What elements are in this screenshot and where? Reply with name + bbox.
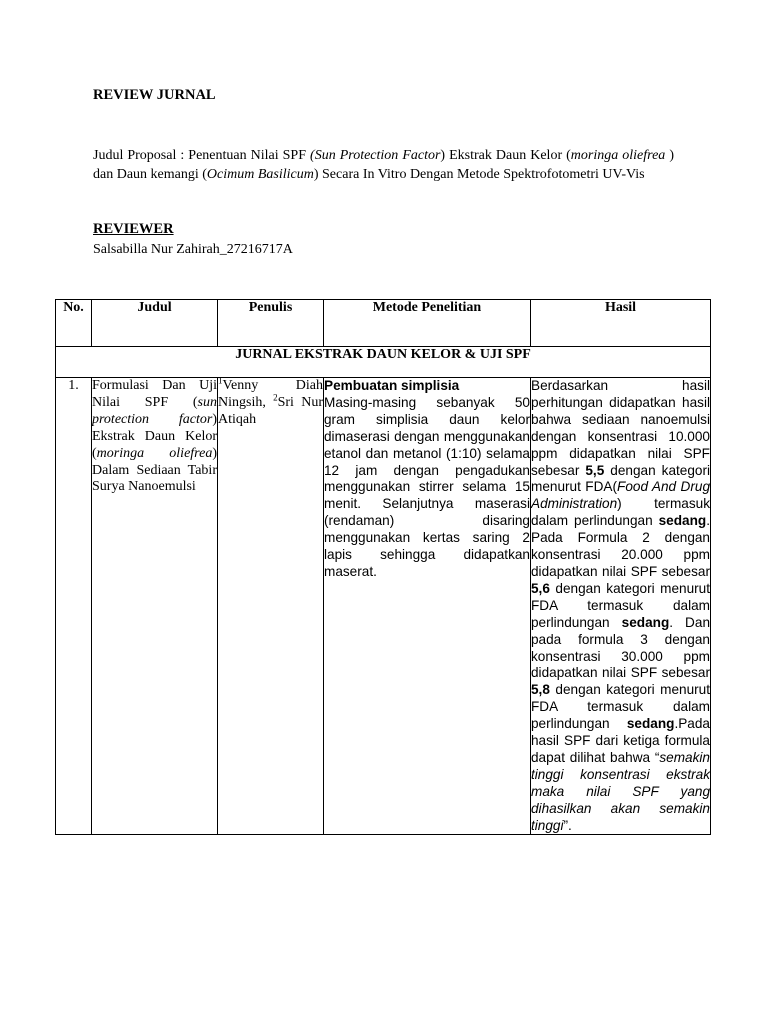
table-row [56, 378, 711, 835]
hasil-text-9: ”. [563, 817, 572, 833]
proposal-part-3: ) dan Daun kemangi ( [93, 148, 674, 182]
header-judul: Judul [92, 300, 218, 347]
hasil-text-7: dengan kategori menurut FDA termasuk dalam perlindungan [531, 682, 710, 732]
proposal-title [93, 146, 674, 184]
judul-italic-1: sun protection factor [92, 394, 217, 427]
author-2: Sri Nur Atiqah [218, 394, 323, 427]
header-metode: Metode Penelitian [324, 300, 531, 347]
hasil-text-1: Berdasarkan hasil perhitungan didapatkan hasil bahwa sediaan nanoemulsi dengan konsentrasi 10.000 ppm didapatkan nilai SPF sebesar [531, 378, 710, 478]
hasil-category-3: sedang [626, 716, 675, 732]
hasil-spf-3: 5,8 [531, 682, 550, 698]
hasil-text-8: .Pada hasil SPF dari ketiga formula dapat dilihat bahwa “ [531, 716, 710, 765]
judul-text-2: ) Ekstrak Daun Kelor ( [92, 411, 217, 461]
hasil-text-4: . Pada Formula 2 dengan konsentrasi 20.000 ppm didapatkan nilai SPF sebesar [531, 513, 710, 579]
hasil-italic-fda: Food And Drug Administration [531, 479, 711, 512]
judul-text-3: ) Dalam Sediaan Tabir Surya Nanoemulsi [92, 445, 217, 495]
header-no: No. [56, 300, 92, 347]
row-number: 1. [56, 378, 92, 835]
row-judul [92, 378, 218, 835]
table-header-row [56, 300, 711, 347]
proposal-italic-ocimum: Ocimum Basilicum [206, 167, 314, 182]
row-metode [324, 378, 531, 835]
hasil-text-3: ) termasuk dalam perlindungan [531, 496, 710, 529]
hasil-spf-1: 5,5 [585, 462, 605, 478]
hasil-italic-conclusion: semakin tinggi konsentrasi ekstrak maka nilai SPF yang dihasilkan akan semakin tinggi [531, 749, 710, 833]
proposal-part-4: ) Secara In Vitro Dengan Metode Spektrofotometri UV-Vis [313, 167, 645, 182]
reviewer-name: Salsabilla Nur Zahirah_27216717A [93, 242, 293, 257]
header-penulis: Penulis [218, 300, 324, 347]
review-table [55, 299, 711, 835]
hasil-text-6: . Dan pada formula 3 dengan konsentrasi 30.000 ppm didapatkan nilai SPF sebesar [531, 614, 710, 681]
reviewer-heading: REVIEWER [93, 221, 174, 237]
hasil-category-2: sedang [621, 614, 670, 630]
author-1-sup: 1 [218, 375, 223, 386]
metode-heading: Pembuatan simplisia [324, 378, 460, 393]
section-title: JURNAL EKSTRAK DAUN KELOR & UJI SPF [56, 347, 711, 378]
row-penulis [218, 375, 324, 835]
judul-text-1: Formulasi Dan Uji Nilai SPF ( [92, 378, 217, 410]
proposal-italic-spf: (Sun Protection Factor [310, 148, 441, 163]
hasil-text-2: dengan kategori menurut FDA( [531, 462, 711, 495]
hasil-spf-2: 5,6 [531, 580, 550, 596]
header-hasil: Hasil [531, 300, 711, 347]
author-1: Venny Diah Ningsih, [218, 378, 323, 410]
row-hasil [531, 378, 711, 835]
section-row [56, 347, 711, 378]
document-title: REVIEW JURNAL [93, 87, 216, 103]
metode-body: Masing-masing sebanyak 50 gram simplisia daun kelor dimaserasi dengan menggunakan etanol dan metanol (1:10) selama 12 jam dengan pengadukan menggunakan stirrer selama 15 menit. Selanjutnya maserasi (rendaman) disaring menggunakan kertas saring 2 lapis sehingga didapatkan maserat. [324, 394, 530, 579]
judul-italic-2: moringa oliefrea [96, 445, 213, 461]
hasil-category-1: sedang [658, 513, 707, 529]
author-2-sup: 2 [273, 392, 278, 403]
hasil-text-5: dengan kategori menurut FDA termasuk dalam perlindungan [531, 580, 710, 630]
proposal-prefix: Judul Proposal : Penentuan Nilai SPF [93, 148, 311, 163]
proposal-italic-moringa: moringa oliefrea [570, 148, 666, 163]
proposal-part-2: ) Ekstrak Daun Kelor ( [440, 148, 571, 163]
